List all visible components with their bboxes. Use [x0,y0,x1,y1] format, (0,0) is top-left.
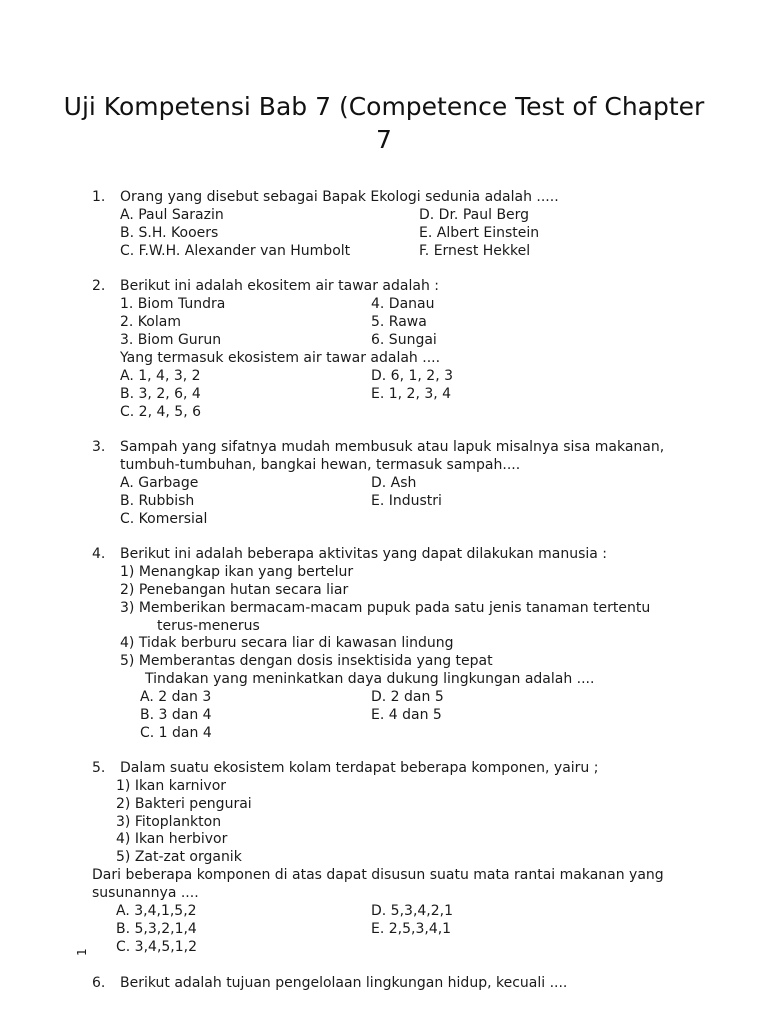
question-text: tumbuh-tumbuhan, bangkai hewan, termasuk sampah.... [120,457,521,473]
option-e: E. Industri [371,493,442,509]
option-a: A. 1, 4, 3, 2 [120,368,201,384]
option-b: B. S.H. Kooers [120,225,219,241]
option-e: E. Albert Einstein [419,225,540,241]
option-d: D. Dr. Paul Berg [419,207,530,223]
option-d: D. 5,3,4,2,1 [371,903,454,919]
option-c: C. 3,4,5,1,2 [116,939,198,955]
list-item: 3. Biom Gurun [120,332,222,348]
question-number: 3. [92,439,106,455]
question-number: 1. [92,189,106,205]
option-f: F. Ernest Hekkel [419,243,531,259]
page-title: Uji Kompetensi Bab 7 (Competence Test of Chapter 7 [63,92,705,154]
question-number: 6. [92,975,106,991]
list-item: 4) Tidak berburu secara liar di kawasan lindung [120,635,454,651]
option-a: A. 3,4,1,5,2 [116,903,197,919]
option-c: C. Komersial [120,511,208,527]
list-item: 3) Memberikan bermacam-macam pupuk pada satu jenis tanaman tertentu [120,600,651,616]
option-b: B. Rubbish [120,493,195,509]
list-item: 4) Ikan herbivor [116,831,228,847]
list-item: 3) Fitoplankton [116,814,222,830]
option-a: A. Garbage [120,475,199,491]
question-text: Berikut ini adalah beberapa aktivitas yang dapat dilakukan manusia : [120,546,607,562]
option-e: E. 2,5,3,4,1 [371,921,452,937]
option-c: C. 2, 4, 5, 6 [120,404,202,420]
question-number: 4. [92,546,106,562]
option-d: D. 2 dan 5 [371,689,444,705]
option-e: E. 1, 2, 3, 4 [371,386,452,402]
list-item: 5) Zat-zat organik [116,849,242,865]
list-item: 1) Menangkap ikan yang bertelur [120,564,354,580]
list-item: 2) Bakteri pengurai [116,796,252,812]
list-item: 4. Danau [371,296,435,312]
option-c: C. F.W.H. Alexander van Humbolt [120,243,351,259]
option-c: C. 1 dan 4 [140,725,212,741]
list-item: 1) Ikan karnivor [116,778,227,794]
question-prompt: Dari beberapa komponen di atas dapat disusun suatu mata rantai makanan yang [92,867,664,883]
question-prompt: Tindakan yang meninkatkan daya dukung lingkungan adalah .... [145,671,595,687]
option-d: D. Ash [371,475,417,491]
list-item: 2. Kolam [120,314,181,330]
list-item: 2) Penebangan hutan secara liar [120,582,349,598]
question-text: Berikut ini adalah ekositem air tawar adalah : [120,278,439,294]
option-b: B. 3 dan 4 [140,707,212,723]
list-item-continuation: terus-menerus [157,618,260,634]
page-number: 1 [75,948,89,956]
option-e: E. 4 dan 5 [371,707,442,723]
question-prompt: susunannya .... [92,885,199,901]
list-item: 5. Rawa [371,314,427,330]
option-b: B. 5,3,2,1,4 [116,921,197,937]
question-text: Sampah yang sifatnya mudah membusuk atau lapuk misalnya sisa makanan, [120,439,665,455]
option-b: B. 3, 2, 6, 4 [120,386,201,402]
question-text: Berikut adalah tujuan pengelolaan lingkungan hidup, kecuali .... [120,975,568,991]
list-item: 1. Biom Tundra [120,296,226,312]
option-a: A. Paul Sarazin [120,207,224,223]
question-text: Dalam suatu ekosistem kolam terdapat beberapa komponen, yairu ; [120,760,599,776]
question-text: Orang yang disebut sebagai Bapak Ekologi sedunia adalah ..... [120,189,559,205]
option-d: D. 6, 1, 2, 3 [371,368,454,384]
list-item: 5) Memberantas dengan dosis insektisida yang tepat [120,653,493,669]
question-number: 5. [92,760,106,776]
question-number: 2. [92,278,106,294]
option-a: A. 2 dan 3 [140,689,212,705]
list-item: 6. Sungai [371,332,437,348]
question-prompt: Yang termasuk ekosistem air tawar adalah .... [120,350,441,366]
